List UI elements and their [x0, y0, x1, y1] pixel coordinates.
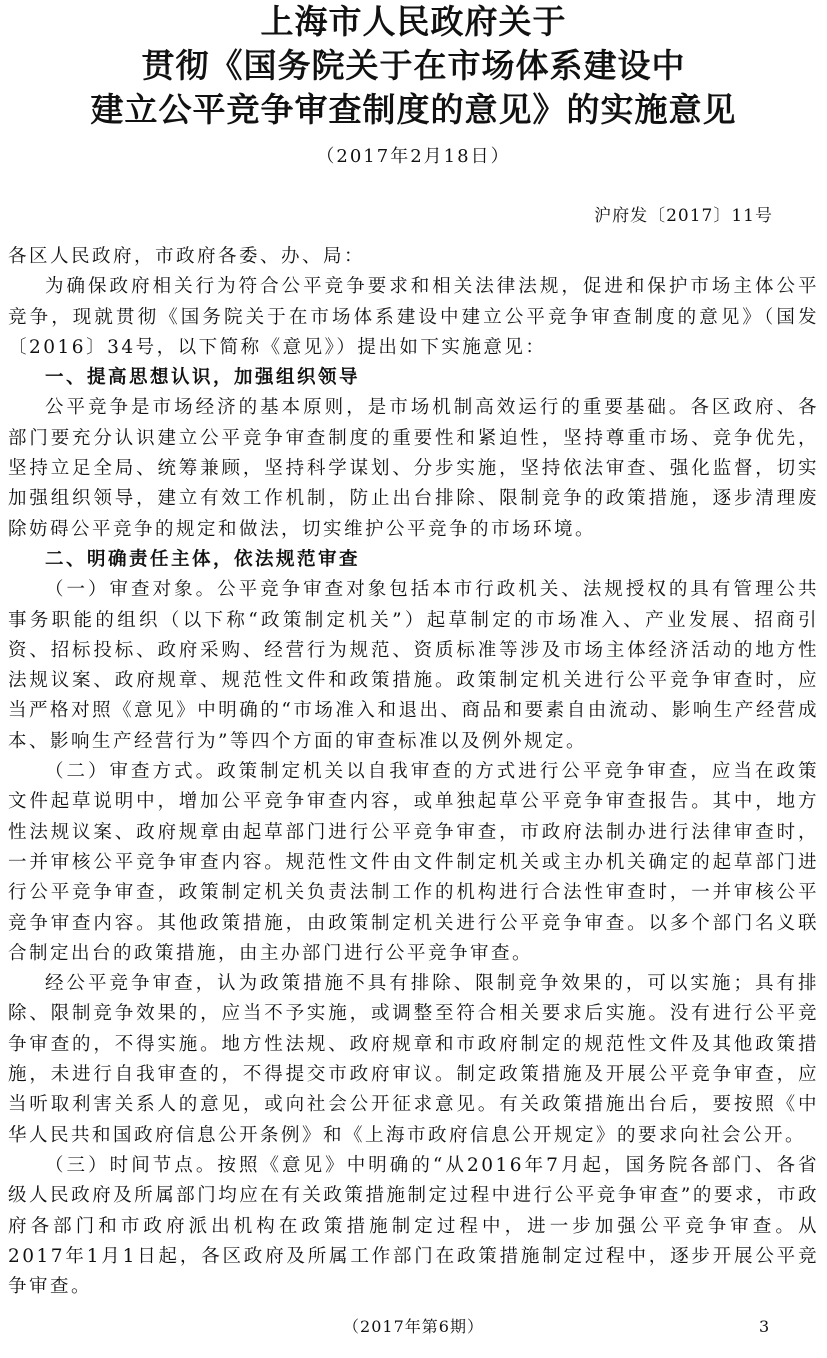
section-2-paragraph-3: 经公平竞争审查，认为政策措施不具有排除、限制竞争效果的，可以实施；具有排除、限制竞争效果的，应当不予实施，或调整至符合相关要求后实施。没有进行公平竞争审查的，不得实施。地方性法规、政府规章和市政府制定的规范性文件及其他政策措施，未进行自我审查的，不得提交市政府审议。制定政策措施及开展公平竞争审查，应当听取利害关系人的意见，或向社会公开征求意见。有关政策措施出台后，要按照《中华人民共和国政府信息公开条例》和《上海市政府信息公开规定》的要求向社会公开。 — [8, 973, 819, 1146]
footer-row — [8, 1316, 819, 1338]
document-number: 沪府发〔2017〕11号 — [594, 206, 773, 226]
section-2-paragraph-1: （一）审查对象。公平竞争审查对象包括本市行政机关、法规授权的具有管理公共事务职能的组织（以下称“政策制定机关”）起草制定的市场准入、产业发展、招商引资、招标投标、政府采购、经营行为规范、资质标准等涉及市场主体经济活动的地方性法规议案、政府规章、规范性文件和政策措施。政策制定机关进行公平竞争审查时，应当严格对照《意见》中明确的“市场准入和退出、商品和要素自由流动、影响生产经营成本、影响生产经营行为”等四个方面的审查标准以及例外规定。 — [8, 579, 819, 752]
section-2-heading: 二、明确责任主体，依法规范审查 — [45, 548, 361, 570]
salutation: 各区人民政府，市政府各委、办、局： — [8, 246, 366, 267]
section-2-paragraph-2: （二）审查方式。政策制定机关以自我审查的方式进行公平竞争审查，应当在政策文件起草说明中，增加公平竞争审查内容，或单独起草公平竞争审查报告。其中，地方性法规议案、政府规章由起草部门进行公平竞争审查，市政府法制办进行法律审查时，一并审核公平竞争审查内容。规范性文件由文件制定机关或主办机关确定的起草部门进行公平竞争审查，政策制定机关负责法制工作的机构进行合法性审查时，一并审核公平竞争审查内容。其他政策措施，由政策制定机关进行公平竞争审查。以多个部门名义联合制定出台的政策措施，由主办部门进行公平竞争审查。 — [8, 761, 819, 964]
document-title-line-1: 上海市人民政府关于 — [260, 2, 567, 41]
document-title-line-3: 建立公平竞争审查制度的意见》的实施意见 — [90, 90, 737, 129]
section-2-paragraph-4: （三）时间节点。按照《意见》中明确的“从2016年7月起，国务院各部门、各省级人民政府及所属部门均应在有关政策措施制定过程中进行公平竞争审查”的要求，市政府各部门和市政府派出机构在政策措施制定过程中，进一步加强公平竞争审查。从2017年1月1日起，各区政府及所属工作部门在政策措施制定过程中，逐步开展公平竞争审查。 — [8, 1154, 819, 1298]
document-date: （2017年2月18日） — [316, 146, 511, 167]
section-1-heading: 一、提高思想认识，加强组织领导 — [45, 367, 361, 389]
document-body — [8, 242, 819, 1302]
intro-paragraph: 为确保政府相关行为符合公平竞争要求和相关法律法规，促进和保护市场主体公平竞争，现就贯彻《国务院关于在市场体系建设中建立公平竞争审查制度的意见》（国发〔2016〕34号，以下简称《意见》）提出如下实施意见： — [8, 276, 819, 358]
page-number: 3 — [759, 1317, 771, 1337]
section-1-paragraph: 公平竞争是市场经济的基本原则，是市场机制高效运行的重要基础。各区政府、各部门要充分认识建立公平竞争审查制度的重要性和紧迫性，坚持尊重市场、竞争优先，坚持立足全局、统筹兼顾，坚持科学谋划、分步实施，坚持依法审查、强化监督，切实加强组织领导，建立有效工作机制，防止出台排除、限制竞争的政策措施，逐步清理废除妨碍公平竞争的规定和做法，切实维护公平竞争的市场环境。 — [8, 397, 819, 540]
issue-footer: （2017年第6期） — [343, 1317, 484, 1337]
document-title-line-2: 贯彻《国务院关于在市场体系建设中 — [141, 46, 686, 85]
